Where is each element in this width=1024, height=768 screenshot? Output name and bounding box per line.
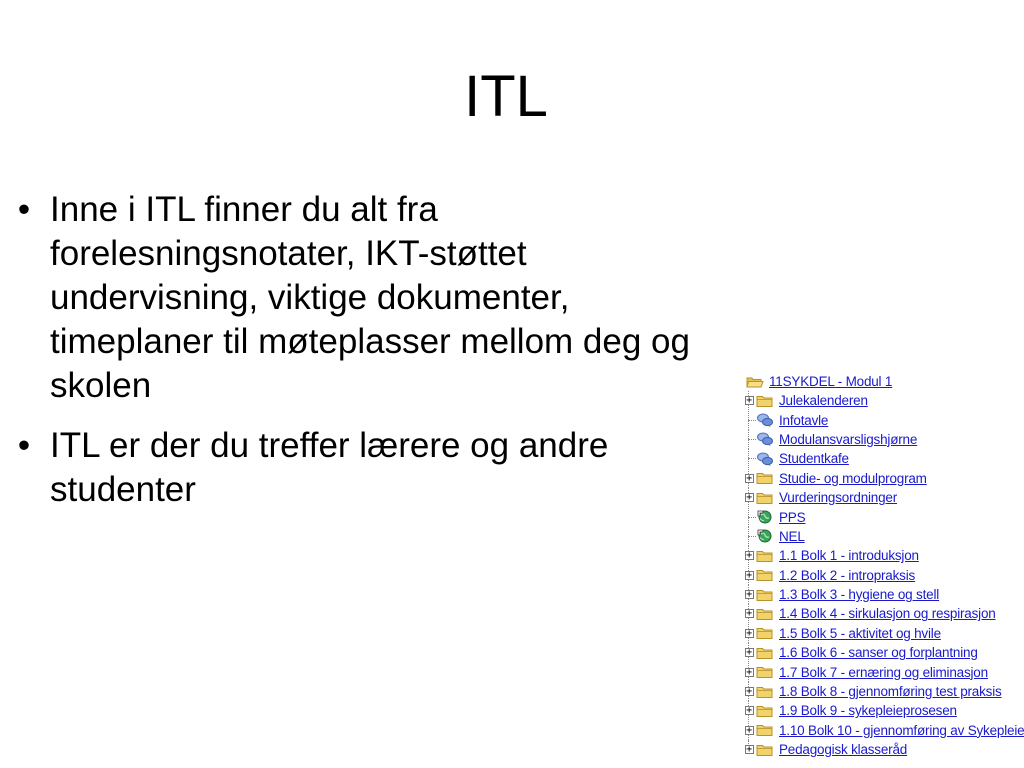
- expand-icon[interactable]: +: [746, 627, 752, 639]
- folder-icon: [756, 625, 774, 641]
- folder-icon: [756, 645, 774, 661]
- tree-items: [742, 391, 1024, 759]
- tree-item-label[interactable]: 1.4 Bolk 4 - sirkulasjon og respirasjon: [779, 606, 996, 622]
- tree-connector[interactable]: [742, 624, 756, 643]
- tree-item-label[interactable]: NEL: [779, 528, 805, 544]
- expand-icon[interactable]: +: [746, 492, 752, 504]
- web-link-icon: [756, 509, 774, 525]
- folder-icon: [756, 606, 774, 622]
- tree-item-label[interactable]: 1.10 Bolk 10 - gjennomføring av Sykepleie: [779, 722, 1024, 738]
- tree-item-label[interactable]: 1.5 Bolk 5 - aktivitet og hvile: [779, 625, 941, 641]
- tree-item-label[interactable]: 1.6 Bolk 6 - sanser og forplantning: [779, 645, 978, 661]
- tree-connector[interactable]: [742, 663, 756, 682]
- expand-icon[interactable]: +: [746, 608, 752, 620]
- folder-icon: [756, 722, 774, 738]
- tree-item-label[interactable]: Julekalenderen: [779, 393, 868, 409]
- tree-connector[interactable]: [742, 604, 756, 623]
- tree-connector[interactable]: [742, 469, 756, 488]
- tree-connector[interactable]: [742, 546, 756, 565]
- tree-connector: [742, 527, 756, 546]
- expand-icon[interactable]: +: [746, 395, 752, 407]
- tree-item-label[interactable]: Infotavle: [779, 412, 829, 428]
- tree-connector[interactable]: [742, 701, 756, 720]
- tree-item-label[interactable]: Studie- og modulprogram: [779, 470, 927, 486]
- expand-icon[interactable]: +: [746, 589, 752, 601]
- folder-icon: [756, 742, 774, 758]
- tree-item[interactable]: [742, 701, 1024, 720]
- tree-item[interactable]: [742, 527, 1024, 546]
- tree-item[interactable]: [742, 546, 1024, 565]
- bullet-list: [12, 188, 732, 528]
- folder-icon: [756, 490, 774, 506]
- expand-icon[interactable]: +: [746, 705, 752, 717]
- folder-icon: [756, 567, 774, 583]
- tree-item[interactable]: [742, 662, 1024, 681]
- tree-item[interactable]: [742, 488, 1024, 507]
- tree-item-label[interactable]: 1.3 Bolk 3 - hygiene og stell: [779, 587, 940, 603]
- tree-connector[interactable]: [742, 391, 756, 410]
- expand-icon[interactable]: +: [746, 724, 752, 736]
- tree-connector[interactable]: [742, 682, 756, 701]
- tree-connector: [742, 430, 756, 449]
- tree-connector[interactable]: [742, 585, 756, 604]
- tree-item-label[interactable]: Modulansvarsligshjørne: [779, 431, 918, 447]
- tree-item-label[interactable]: 1.8 Bolk 8 - gjennomføring test praksis: [779, 684, 1002, 700]
- discussion-icon: [756, 412, 774, 428]
- tree-item[interactable]: [742, 507, 1024, 526]
- expand-icon[interactable]: +: [746, 744, 752, 756]
- tree-item[interactable]: [742, 449, 1024, 468]
- tree-item[interactable]: [742, 604, 1024, 623]
- folder-icon: [756, 393, 774, 409]
- tree-item[interactable]: [742, 682, 1024, 701]
- bullet-item: [12, 188, 732, 408]
- tree-root-label[interactable]: 11SYKDEL - Modul 1: [769, 374, 893, 389]
- tree-item[interactable]: [742, 469, 1024, 488]
- expand-icon[interactable]: +: [746, 472, 752, 484]
- folder-icon: [756, 470, 774, 486]
- folder-icon: [756, 587, 774, 603]
- tree-item-label[interactable]: Vurderingsordninger: [779, 490, 898, 506]
- tree-item-label[interactable]: PPS: [779, 509, 806, 525]
- tree-item[interactable]: [742, 391, 1024, 410]
- expand-icon[interactable]: +: [746, 666, 752, 678]
- folder-icon: [756, 703, 774, 719]
- tree-item[interactable]: [742, 624, 1024, 643]
- tree-item[interactable]: [742, 430, 1024, 449]
- bullet-text: ITL er der du treffer lærere og andre studenter: [50, 426, 609, 509]
- tree-item-label[interactable]: Studentkafe: [779, 451, 849, 467]
- open-folder-icon: [746, 374, 764, 390]
- discussion-icon: [756, 431, 774, 447]
- tree-item[interactable]: [742, 566, 1024, 585]
- folder-icon: [756, 548, 774, 564]
- tree-item[interactable]: [742, 740, 1024, 759]
- tree-item-label[interactable]: Pedagogisk klasseråd: [779, 742, 908, 758]
- expand-icon[interactable]: +: [746, 550, 752, 562]
- expand-icon[interactable]: +: [746, 569, 752, 581]
- tree-item-label[interactable]: 1.1 Bolk 1 - introduksjon: [779, 548, 919, 564]
- tree-item[interactable]: [742, 643, 1024, 662]
- tree-item-label[interactable]: 1.9 Bolk 9 - sykepleieprosesen: [779, 703, 957, 719]
- tree-connector[interactable]: [742, 721, 756, 740]
- course-tree-screenshot: [742, 372, 1024, 768]
- tree-connector[interactable]: [742, 643, 756, 662]
- tree-connector: [742, 449, 756, 468]
- expand-icon[interactable]: +: [746, 686, 752, 698]
- tree-item[interactable]: [742, 585, 1024, 604]
- tree-item-label[interactable]: 1.7 Bolk 7 - ernæring og eliminasjon: [779, 664, 988, 680]
- tree-connector[interactable]: [742, 740, 756, 759]
- expand-icon[interactable]: +: [746, 647, 752, 659]
- tree-connector: [742, 508, 756, 527]
- bullet-dot: •: [17, 426, 31, 465]
- tree-root[interactable]: [742, 372, 1024, 391]
- bullet-text: Inne i ITL finner du alt fra forelesningsnotater, IKT-støttet undervisning, viktige dokumenter, timeplaner til møteplasser mellom deg og skolen: [50, 190, 690, 405]
- tree-connector[interactable]: [742, 488, 756, 507]
- tree-connector: [742, 411, 756, 430]
- tree-item[interactable]: [742, 410, 1024, 429]
- discussion-icon: [756, 451, 774, 467]
- tree-connector[interactable]: [742, 566, 756, 585]
- folder-icon: [756, 684, 774, 700]
- tree-item-label[interactable]: 1.2 Bolk 2 - intropraksis: [779, 567, 916, 583]
- slide-title: ITL: [464, 64, 548, 129]
- bullet-item: [12, 424, 732, 512]
- bullet-dot: •: [17, 190, 31, 229]
- web-link-icon: [756, 528, 774, 544]
- tree-item[interactable]: [742, 721, 1024, 740]
- folder-icon: [756, 664, 774, 680]
